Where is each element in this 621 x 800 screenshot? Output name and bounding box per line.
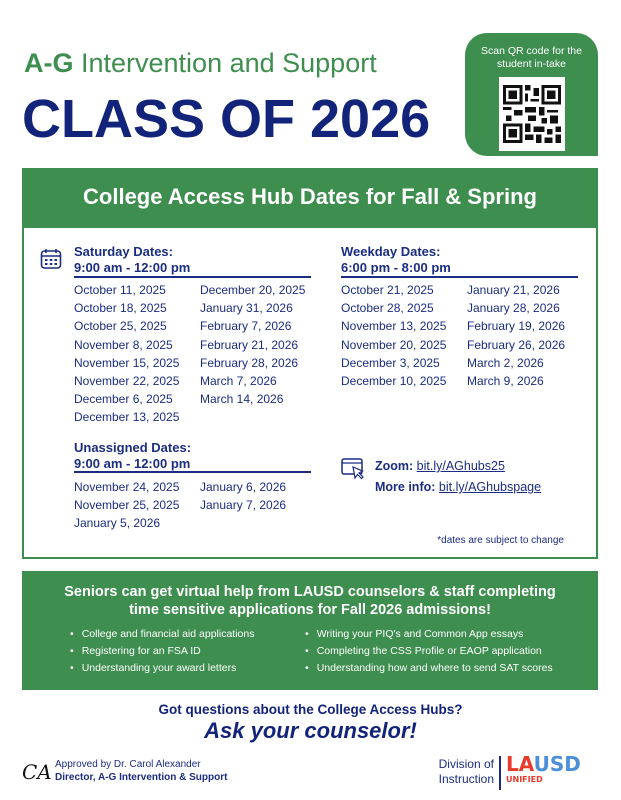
- qr-code-icon[interactable]: [499, 77, 565, 151]
- date-item: February 19, 2026: [467, 319, 566, 334]
- date-item: January 31, 2026: [200, 301, 293, 316]
- division-of-instruction: [430, 757, 494, 787]
- questions-text: Got questions about the College Access Hubs?: [158, 702, 463, 717]
- date-item: November 22, 2025: [74, 374, 180, 389]
- divider: [499, 756, 501, 790]
- logo-usd: USD: [533, 752, 581, 776]
- date-item: March 7, 2026: [200, 374, 277, 389]
- calendar-icon: [40, 248, 62, 270]
- page-title: CLASS OF 2026: [22, 89, 431, 149]
- divider: [74, 276, 311, 278]
- weekday-time: 6:00 pm - 8:00 pm: [341, 260, 451, 275]
- unassigned-time: 9:00 am - 12:00 pm: [74, 456, 191, 471]
- logo-unified: UNIFIED: [506, 775, 543, 784]
- zoom-link[interactable]: bit.ly/AGhubs25: [416, 459, 505, 473]
- date-item: October 11, 2025: [74, 283, 166, 297]
- date-item: March 2, 2026: [467, 355, 544, 370]
- date-item: November 25, 2025: [74, 498, 180, 513]
- date-item: October 18, 2025: [74, 301, 167, 316]
- qr-panel: [465, 33, 598, 156]
- list-item: • Understanding how and where to send SAT scores: [305, 660, 553, 677]
- ask-counselor-text: Ask your counselor!: [204, 718, 417, 743]
- date-item: January 5, 2026: [74, 516, 161, 531]
- date-item: December 3, 2025: [341, 355, 440, 370]
- date-item: December 10, 2025: [341, 374, 447, 389]
- approval: [55, 758, 227, 784]
- date-item: February 26, 2026: [467, 337, 566, 352]
- computer-click-icon: [341, 458, 365, 480]
- signature: CA: [22, 760, 52, 784]
- saturday-title: Saturday Dates:: [74, 244, 173, 259]
- date-item: November 8, 2025: [74, 337, 173, 352]
- weekday-heading: [341, 244, 451, 276]
- unassigned-dates-col1: [74, 478, 179, 533]
- division-line2: Instruction: [438, 772, 494, 786]
- date-item: December 13, 2025: [74, 410, 180, 425]
- unassigned-dates-col2: [200, 478, 286, 514]
- date-item: December 6, 2025: [74, 392, 173, 407]
- list-item: • Registering for an FSA ID: [70, 643, 254, 660]
- zoom-label: Zoom:: [375, 459, 414, 473]
- list-item: • College and financial aid applications: [70, 626, 254, 643]
- date-item: October 28, 2025: [341, 301, 434, 316]
- weekday-title: Weekday Dates:: [341, 244, 441, 259]
- lausd-logo: [506, 753, 581, 784]
- qr-caption: Scan QR code for the student in-take: [481, 45, 582, 70]
- date-item: November 15, 2025: [74, 355, 180, 370]
- help-heading: Seniors can get virtual help from LAUSD counselors & staff completing time sensitive applications for Fall 2026 admissions!: [64, 584, 556, 618]
- approver-role: Director, A-G Intervention & Support: [55, 772, 228, 783]
- dates-banner: College Access Hub Dates for Fall & Spring: [22, 168, 598, 228]
- help-box: [22, 571, 598, 690]
- date-item: March 14, 2026: [200, 392, 284, 407]
- division-line1: Division of: [438, 757, 494, 771]
- weekday-dates-col2: [467, 281, 565, 390]
- date-item: November 24, 2025: [74, 480, 180, 494]
- list-item: • Completing the CSS Profile or EAOP application: [305, 643, 553, 660]
- list-item: • Understanding your award letters: [70, 660, 254, 677]
- date-item: December 20, 2025: [200, 283, 306, 297]
- list-item: • Writing your PIQ's and Common App essays: [305, 626, 553, 643]
- saturday-dates-col2: [200, 281, 305, 408]
- date-item: January 28, 2026: [467, 301, 560, 316]
- weekday-dates-col1: [341, 281, 446, 390]
- date-item: January 7, 2026: [200, 498, 287, 513]
- date-item: February 7, 2026: [200, 319, 292, 334]
- date-item: November 13, 2025: [341, 319, 447, 334]
- saturday-dates-col1: [74, 281, 179, 427]
- approved-by: Approved by Dr. Carol Alexander: [55, 759, 201, 770]
- subtitle: A-G Intervention and Support: [24, 48, 377, 78]
- date-item: February 28, 2026: [200, 355, 299, 370]
- date-item: November 20, 2025: [341, 337, 447, 352]
- more-info-link[interactable]: bit.ly/AGhubspage: [438, 480, 542, 494]
- more-info-label: More info:: [375, 480, 436, 494]
- unassigned-heading: [74, 440, 191, 472]
- unassigned-title: Unassigned Dates:: [74, 440, 192, 455]
- divider: [74, 471, 311, 473]
- divider: [341, 276, 578, 278]
- date-item: February 21, 2026: [200, 337, 299, 352]
- dates-note: *dates are subject to change: [437, 535, 564, 546]
- saturday-heading: [74, 244, 190, 276]
- links: [375, 456, 541, 498]
- saturday-time: 9:00 am - 12:00 pm: [74, 260, 191, 275]
- help-list-left: [70, 626, 254, 677]
- date-item: March 9, 2026: [467, 374, 544, 389]
- date-item: January 6, 2026: [200, 480, 287, 494]
- date-item: January 21, 2026: [467, 283, 560, 297]
- logo-la: LA: [506, 752, 534, 776]
- date-item: October 25, 2025: [74, 319, 167, 334]
- date-item: October 21, 2025: [341, 283, 434, 297]
- help-list-right: [305, 626, 553, 677]
